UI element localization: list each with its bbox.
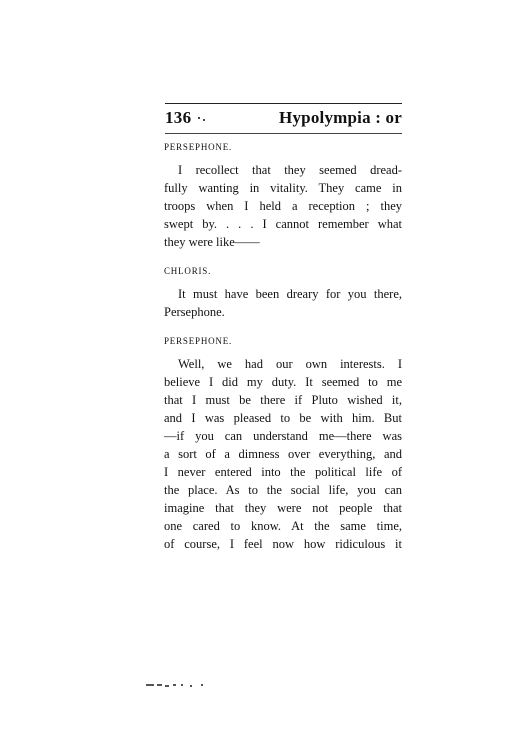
speaker-name: CHLORIS. <box>164 266 212 276</box>
text-line: a sort of a dimness over everything, and <box>164 447 402 461</box>
text-line: the place. As to the social life, you can <box>164 483 402 497</box>
header-top-rule <box>165 103 402 104</box>
dialogue-text <box>164 141 402 553</box>
page-number: 136 <box>165 108 192 127</box>
text-line: fully wanting in vitality. They came in <box>164 181 402 195</box>
text-line: they were like—— <box>164 235 260 249</box>
text-line: Persephone. <box>164 305 225 319</box>
text-line: and I was pleased to be with him. But <box>164 411 402 425</box>
text-line: I recollect that they seemed dread- <box>178 163 402 177</box>
speaker-name: PERSEPHONE. <box>164 336 233 346</box>
text-line: one cared to know. At the same time, <box>164 519 402 533</box>
text-line: of course, I feel now how ridiculous it <box>164 537 402 551</box>
scan-artifact-mark <box>146 684 210 687</box>
text-line: swept by. . . . I cannot remember what <box>164 217 402 231</box>
header-ornament-dots <box>198 117 206 121</box>
text-line: troops when I held a reception ; they <box>164 199 402 213</box>
running-head: Hypolympia : or <box>279 108 402 127</box>
text-line: that I must be there if Pluto wished it, <box>164 393 402 407</box>
speaker-name: PERSEPHONE. <box>164 142 233 152</box>
text-line: —if you can understand me—there was <box>164 429 402 443</box>
text-line: imagine that they were not people that <box>164 501 402 515</box>
text-line: I never entered into the political life of <box>164 465 402 479</box>
header-bottom-rule <box>165 133 402 134</box>
text-line: It must have been dreary for you there, <box>178 287 402 301</box>
text-line: Well, we had our own interests. I <box>178 357 402 371</box>
text-line: believe I did my duty. It seemed to me <box>164 375 402 389</box>
